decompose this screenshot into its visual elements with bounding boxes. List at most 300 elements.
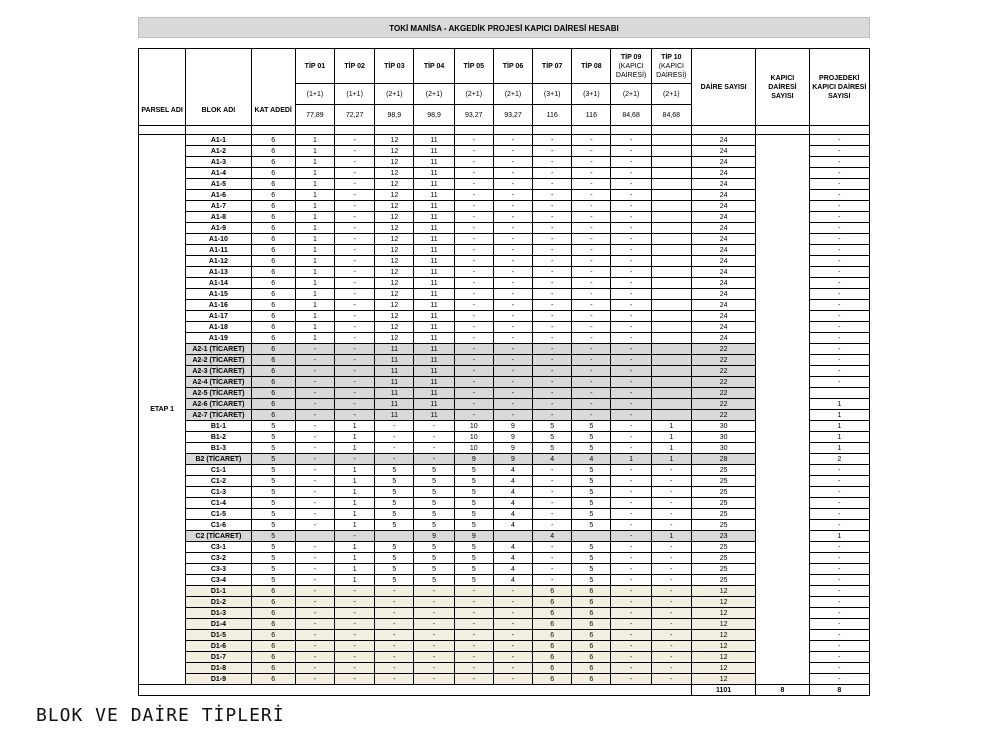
tip-value-cell: 12 xyxy=(375,168,414,179)
tip-value-cell: 5 xyxy=(454,498,493,509)
tip-value-cell: 6 xyxy=(572,608,611,619)
tip-value-cell: - xyxy=(611,432,651,443)
tip-value-cell: 1 xyxy=(295,289,334,300)
tip-value-cell: - xyxy=(611,157,651,168)
tip-value-cell: - xyxy=(454,234,493,245)
blok-cell: B1-3 xyxy=(186,443,251,454)
tip-value-cell: - xyxy=(375,663,414,674)
tip-value-cell: - xyxy=(414,619,454,630)
tip-value-cell: - xyxy=(533,377,572,388)
tip-value-cell: - xyxy=(335,322,375,333)
tip-value-cell xyxy=(651,234,691,245)
tip-value-cell: - xyxy=(493,333,532,344)
header-cell-area: 93,27 xyxy=(454,105,493,126)
spacer-cell xyxy=(651,126,691,135)
tip-value-cell: 5 xyxy=(414,465,454,476)
tip-value-cell xyxy=(651,366,691,377)
tip-value-cell: - xyxy=(295,454,334,465)
empty-cell xyxy=(414,685,454,696)
tip-value-cell: - xyxy=(295,520,334,531)
projedeki-cell: 1 xyxy=(809,531,869,542)
tip-value-cell: 11 xyxy=(414,355,454,366)
tip-value-cell: 11 xyxy=(414,344,454,355)
tip-value-cell: - xyxy=(414,608,454,619)
tip-value-cell: 1 xyxy=(295,300,334,311)
empty-cell xyxy=(493,685,532,696)
tip-value-cell: - xyxy=(375,641,414,652)
tip-value-cell: 4 xyxy=(493,465,532,476)
tip-value-cell: 12 xyxy=(375,278,414,289)
projedeki-cell: 1 xyxy=(809,443,869,454)
blok-cell: A2-5 (TİCARET) xyxy=(186,388,251,399)
tip-value-cell: 9 xyxy=(454,454,493,465)
kat-cell: 6 xyxy=(251,300,295,311)
daire-cell: 25 xyxy=(691,564,755,575)
header-cell-area: 116 xyxy=(572,105,611,126)
daire-cell: 12 xyxy=(691,663,755,674)
tip-value-cell: - xyxy=(295,432,334,443)
daire-cell: 24 xyxy=(691,267,755,278)
daire-cell: 30 xyxy=(691,443,755,454)
blok-cell: A1-4 xyxy=(186,168,251,179)
header-cell-area: 77,89 xyxy=(295,105,334,126)
projedeki-cell: - xyxy=(809,201,869,212)
tip-value-cell: - xyxy=(611,256,651,267)
tip-value-cell: - xyxy=(335,344,375,355)
header-cell-tip xyxy=(493,49,532,84)
tip-value-cell: - xyxy=(454,322,493,333)
tip-value-cell: - xyxy=(454,245,493,256)
tip-value-cell: 12 xyxy=(375,234,414,245)
tip-value-cell: - xyxy=(572,190,611,201)
header-cell-area: 98,9 xyxy=(375,105,414,126)
tip-value-cell: 12 xyxy=(375,223,414,234)
tip-value-cell xyxy=(295,531,334,542)
daire-cell: 22 xyxy=(691,410,755,421)
tip-value-cell: - xyxy=(651,487,691,498)
tip-value-cell: - xyxy=(533,542,572,553)
tip-value-cell: 11 xyxy=(375,355,414,366)
tip-value-cell: - xyxy=(493,157,532,168)
kat-cell: 6 xyxy=(251,399,295,410)
header-cell-area: 72,27 xyxy=(335,105,375,126)
tip-value-cell: - xyxy=(335,146,375,157)
tip-value-cell: 5 xyxy=(533,443,572,454)
header-cell-tip xyxy=(611,49,651,84)
kat-cell: 5 xyxy=(251,476,295,487)
tip-value-cell: 1 xyxy=(335,487,375,498)
projedeki-cell: - xyxy=(809,267,869,278)
tip-value-cell: - xyxy=(335,168,375,179)
tip-value-cell: - xyxy=(335,333,375,344)
tip-value-cell xyxy=(651,289,691,300)
projedeki-cell: 1 xyxy=(809,410,869,421)
tip-value-cell: - xyxy=(335,179,375,190)
tip-value-cell: 1 xyxy=(295,234,334,245)
tip-value-cell: - xyxy=(611,421,651,432)
daire-cell: 24 xyxy=(691,179,755,190)
tip-value-cell: 10 xyxy=(454,421,493,432)
tip-value-cell: 11 xyxy=(414,322,454,333)
tip-value-cell: - xyxy=(493,652,532,663)
tip-value-cell: - xyxy=(454,289,493,300)
tip-value-cell: 4 xyxy=(493,498,532,509)
blok-cell: A2-3 (TİCARET) xyxy=(186,366,251,377)
tip-value-cell: 11 xyxy=(414,311,454,322)
empty-cell xyxy=(572,685,611,696)
tip-value-cell: 11 xyxy=(414,256,454,267)
tip-value-cell: 1 xyxy=(335,476,375,487)
tip-value-cell: - xyxy=(533,256,572,267)
tip-value-cell xyxy=(651,201,691,212)
tip-value-cell: 11 xyxy=(414,366,454,377)
tip-value-cell: 11 xyxy=(414,201,454,212)
blok-cell: C1-6 xyxy=(186,520,251,531)
tip-value-cell: - xyxy=(533,322,572,333)
header-cell-area: 98,9 xyxy=(414,105,454,126)
daire-cell: 25 xyxy=(691,509,755,520)
tip-value-cell: 11 xyxy=(414,377,454,388)
tip-value-cell: - xyxy=(454,157,493,168)
blok-cell: A1-13 xyxy=(186,267,251,278)
projedeki-cell: - xyxy=(809,377,869,388)
tip-value-cell: - xyxy=(414,674,454,685)
spacer-cell xyxy=(454,126,493,135)
kat-cell: 6 xyxy=(251,168,295,179)
daire-cell: 24 xyxy=(691,201,755,212)
tip-value-cell: - xyxy=(533,487,572,498)
tip-value-cell: - xyxy=(533,410,572,421)
tip-value-cell: 1 xyxy=(651,454,691,465)
tip-value-cell: - xyxy=(493,344,532,355)
tip-value-cell: - xyxy=(651,608,691,619)
tip-value-cell: - xyxy=(454,366,493,377)
tip-value-cell: 11 xyxy=(375,377,414,388)
tip-value-cell: - xyxy=(533,179,572,190)
tip-value-cell: 1 xyxy=(335,564,375,575)
tip-value-cell: - xyxy=(295,674,334,685)
kat-cell: 6 xyxy=(251,641,295,652)
projedeki-cell: - xyxy=(809,212,869,223)
daire-cell: 23 xyxy=(691,531,755,542)
daire-cell: 24 xyxy=(691,256,755,267)
projedeki-cell: - xyxy=(809,245,869,256)
spacer-cell xyxy=(139,126,186,135)
projedeki-cell: - xyxy=(809,289,869,300)
daire-cell: 25 xyxy=(691,575,755,586)
tip-value-cell: - xyxy=(493,388,532,399)
tip-value-cell: - xyxy=(295,663,334,674)
tip-value-cell: - xyxy=(533,278,572,289)
tip-value-cell: 11 xyxy=(414,388,454,399)
kat-cell: 6 xyxy=(251,278,295,289)
tip-value-cell: 5 xyxy=(375,564,414,575)
spacer-cell xyxy=(375,126,414,135)
tip-value-cell: 4 xyxy=(493,520,532,531)
tip-value-cell: - xyxy=(572,322,611,333)
tip-value-cell: - xyxy=(572,201,611,212)
kat-cell: 6 xyxy=(251,663,295,674)
daire-cell: 12 xyxy=(691,608,755,619)
tip-name: TİP 01 xyxy=(304,62,326,70)
tip-value-cell: - xyxy=(651,663,691,674)
tip-value-cell xyxy=(493,531,532,542)
blok-cell: A1-19 xyxy=(186,333,251,344)
tip-value-cell: - xyxy=(375,608,414,619)
tip-value-cell: - xyxy=(295,619,334,630)
tip-value-cell: 12 xyxy=(375,146,414,157)
tip-value-cell: 5 xyxy=(375,575,414,586)
tip-value-cell: - xyxy=(454,212,493,223)
tip-value-cell: - xyxy=(493,179,532,190)
kat-cell: 6 xyxy=(251,256,295,267)
kat-cell: 5 xyxy=(251,421,295,432)
tip-value-cell: - xyxy=(533,300,572,311)
tip-value-cell: - xyxy=(533,135,572,146)
projedeki-cell: - xyxy=(809,157,869,168)
projedeki-cell: - xyxy=(809,311,869,322)
tip-value-cell: 11 xyxy=(414,234,454,245)
tip-value-cell: - xyxy=(611,344,651,355)
tip-value-cell: 5 xyxy=(414,509,454,520)
tip-value-cell: 9 xyxy=(414,531,454,542)
daire-cell: 22 xyxy=(691,366,755,377)
projedeki-cell: - xyxy=(809,146,869,157)
tip-value-cell: 10 xyxy=(454,443,493,454)
tip-value-cell: - xyxy=(611,267,651,278)
kat-cell: 6 xyxy=(251,586,295,597)
tip-value-cell: 11 xyxy=(414,410,454,421)
tip-value-cell: - xyxy=(611,630,651,641)
tip-value-cell: 11 xyxy=(414,168,454,179)
empty-cell xyxy=(454,685,493,696)
projedeki-cell: - xyxy=(809,619,869,630)
daire-cell: 24 xyxy=(691,322,755,333)
tip-value-cell: - xyxy=(611,212,651,223)
projedeki-cell: - xyxy=(809,223,869,234)
sheet-title: TOKİ MANİSA - AKGEDİK PROJESİ KAPICI DAİRESİ HESABI xyxy=(138,17,870,38)
tip-value-cell: - xyxy=(533,498,572,509)
blok-cell: B1-1 xyxy=(186,421,251,432)
tip-value-cell: - xyxy=(533,399,572,410)
spacer-cell xyxy=(533,126,572,135)
tip-value-cell: - xyxy=(651,498,691,509)
tip-value-cell: - xyxy=(493,223,532,234)
tip-value-cell: - xyxy=(335,201,375,212)
tip-value-cell: 6 xyxy=(533,597,572,608)
tip-value-cell: 12 xyxy=(375,190,414,201)
tip-value-cell xyxy=(651,311,691,322)
tip-value-cell: - xyxy=(572,245,611,256)
projedeki-cell: - xyxy=(809,135,869,146)
tip-value-cell: - xyxy=(414,432,454,443)
kat-cell: 6 xyxy=(251,212,295,223)
kat-cell: 5 xyxy=(251,575,295,586)
header-cell-kat: KAT ADEDİ xyxy=(251,49,295,126)
blok-cell: A2-1 (TİCARET) xyxy=(186,344,251,355)
kat-cell: 6 xyxy=(251,223,295,234)
tip-value-cell: - xyxy=(454,597,493,608)
projedeki-cell: - xyxy=(809,586,869,597)
daire-cell: 25 xyxy=(691,553,755,564)
blok-cell: A1-2 xyxy=(186,146,251,157)
tip-value-cell: - xyxy=(335,597,375,608)
spacer-cell xyxy=(572,126,611,135)
tip-name: TİP 04 xyxy=(423,62,445,70)
tip-value-cell: 5 xyxy=(414,487,454,498)
projedeki-cell: 1 xyxy=(809,421,869,432)
kat-cell: 6 xyxy=(251,377,295,388)
kat-cell: 6 xyxy=(251,245,295,256)
tip-value-cell: - xyxy=(611,520,651,531)
tip-value-cell: - xyxy=(335,454,375,465)
tip-value-cell xyxy=(651,410,691,421)
blok-cell: A1-5 xyxy=(186,179,251,190)
tip-value-cell: - xyxy=(454,663,493,674)
tip-value-cell: - xyxy=(611,201,651,212)
tip-value-cell: - xyxy=(611,234,651,245)
tip-value-cell: 11 xyxy=(414,135,454,146)
kat-cell: 6 xyxy=(251,234,295,245)
tip-value-cell: 12 xyxy=(375,201,414,212)
tip-value-cell: - xyxy=(611,223,651,234)
tip-value-cell: 11 xyxy=(375,399,414,410)
tip-value-cell: 5 xyxy=(572,421,611,432)
tip-value-cell: - xyxy=(611,509,651,520)
kat-cell: 5 xyxy=(251,454,295,465)
tip-value-cell: - xyxy=(533,289,572,300)
tip-value-cell: - xyxy=(611,608,651,619)
header-cell-projedeki: PROJEDEKİ KAPICI DAİRESİ SAYISI xyxy=(809,49,869,126)
kat-cell: 5 xyxy=(251,531,295,542)
kat-cell: 5 xyxy=(251,542,295,553)
daire-cell: 25 xyxy=(691,465,755,476)
tip-value-cell: - xyxy=(335,608,375,619)
tip-value-cell: 11 xyxy=(414,278,454,289)
tip-name: TİP 07 xyxy=(541,62,563,70)
tip-value-cell: - xyxy=(611,597,651,608)
projedeki-cell: - xyxy=(809,663,869,674)
tip-value-cell: - xyxy=(611,377,651,388)
projedeki-cell: - xyxy=(809,476,869,487)
tip-value-cell: - xyxy=(295,487,334,498)
tip-value-cell: 5 xyxy=(572,465,611,476)
header-cell-room: (1+1) xyxy=(335,84,375,105)
blok-cell: C1-2 xyxy=(186,476,251,487)
tip-value-cell: - xyxy=(414,454,454,465)
header-cell-room: (2+1) xyxy=(493,84,532,105)
projedeki-cell: - xyxy=(809,487,869,498)
tip-value-cell: 6 xyxy=(572,663,611,674)
tip-value-cell: - xyxy=(611,245,651,256)
blok-cell: D1-1 xyxy=(186,586,251,597)
tip-value-cell: - xyxy=(454,641,493,652)
spacer-cell xyxy=(493,126,532,135)
daire-cell: 12 xyxy=(691,652,755,663)
header-row-spacer xyxy=(139,126,870,135)
spacer-cell xyxy=(611,126,651,135)
header-cell-room: (2+1) xyxy=(611,84,651,105)
projedeki-cell: - xyxy=(809,542,869,553)
tip-value-cell: - xyxy=(295,641,334,652)
tip-value-cell: - xyxy=(611,366,651,377)
tip-name: TİP 10 xyxy=(661,53,682,61)
kat-cell: 5 xyxy=(251,465,295,476)
daire-cell: 24 xyxy=(691,289,755,300)
tip-value-cell: 1 xyxy=(295,256,334,267)
tip-value-cell: - xyxy=(493,322,532,333)
daire-cell: 25 xyxy=(691,498,755,509)
daire-cell: 24 xyxy=(691,168,755,179)
tip-value-cell: - xyxy=(533,333,572,344)
daire-cell: 12 xyxy=(691,641,755,652)
blok-cell: A1-12 xyxy=(186,256,251,267)
kat-cell: 6 xyxy=(251,190,295,201)
tip-value-cell: - xyxy=(572,223,611,234)
kat-cell: 5 xyxy=(251,553,295,564)
table-row xyxy=(139,135,870,146)
tip-value-cell: 5 xyxy=(454,564,493,575)
tip-value-cell xyxy=(651,190,691,201)
tip-value-cell xyxy=(651,245,691,256)
blok-cell: D1-7 xyxy=(186,652,251,663)
tip-value-cell: 12 xyxy=(375,311,414,322)
blok-cell: A1-18 xyxy=(186,322,251,333)
kat-cell: 5 xyxy=(251,520,295,531)
projedeki-cell: 1 xyxy=(809,432,869,443)
tip-value-cell: 9 xyxy=(493,443,532,454)
tip-value-cell: - xyxy=(533,157,572,168)
tip-value-cell: - xyxy=(493,377,532,388)
tip-value-cell: 5 xyxy=(454,553,493,564)
tip-value-cell: - xyxy=(414,421,454,432)
tip-value-cell: 1 xyxy=(335,421,375,432)
blok-cell: D1-5 xyxy=(186,630,251,641)
tip-value-cell: 1 xyxy=(651,443,691,454)
tip-value-cell: 6 xyxy=(572,586,611,597)
daire-cell: 25 xyxy=(691,542,755,553)
daire-cell: 22 xyxy=(691,377,755,388)
daire-cell: 28 xyxy=(691,454,755,465)
tip-value-cell: - xyxy=(493,190,532,201)
tip-value-cell: - xyxy=(414,652,454,663)
tip-value-cell: - xyxy=(533,388,572,399)
blok-cell: C1-5 xyxy=(186,509,251,520)
tip-value-cell: 5 xyxy=(375,542,414,553)
tip-value-cell: 6 xyxy=(572,652,611,663)
blok-cell: C1-1 xyxy=(186,465,251,476)
tip-value-cell: - xyxy=(375,674,414,685)
tip-value-cell: 4 xyxy=(493,487,532,498)
tip-value-cell: - xyxy=(335,311,375,322)
tip-value-cell: - xyxy=(295,366,334,377)
header-cell-room: (3+1) xyxy=(572,84,611,105)
tip-value-cell: - xyxy=(493,597,532,608)
tip-value-cell: - xyxy=(335,366,375,377)
tip-value-cell: 12 xyxy=(375,322,414,333)
tip-value-cell: - xyxy=(335,531,375,542)
tip-value-cell: - xyxy=(533,476,572,487)
tip-value-cell: - xyxy=(651,509,691,520)
tip-value-cell: - xyxy=(651,465,691,476)
tip-value-cell: - xyxy=(611,135,651,146)
blok-cell: C2 (TİCARET) xyxy=(186,531,251,542)
blok-cell: A2-6 (TİCARET) xyxy=(186,399,251,410)
tip-value-cell: 5 xyxy=(572,443,611,454)
tip-value-cell: - xyxy=(493,366,532,377)
kat-cell: 5 xyxy=(251,509,295,520)
tip-value-cell: 1 xyxy=(335,443,375,454)
